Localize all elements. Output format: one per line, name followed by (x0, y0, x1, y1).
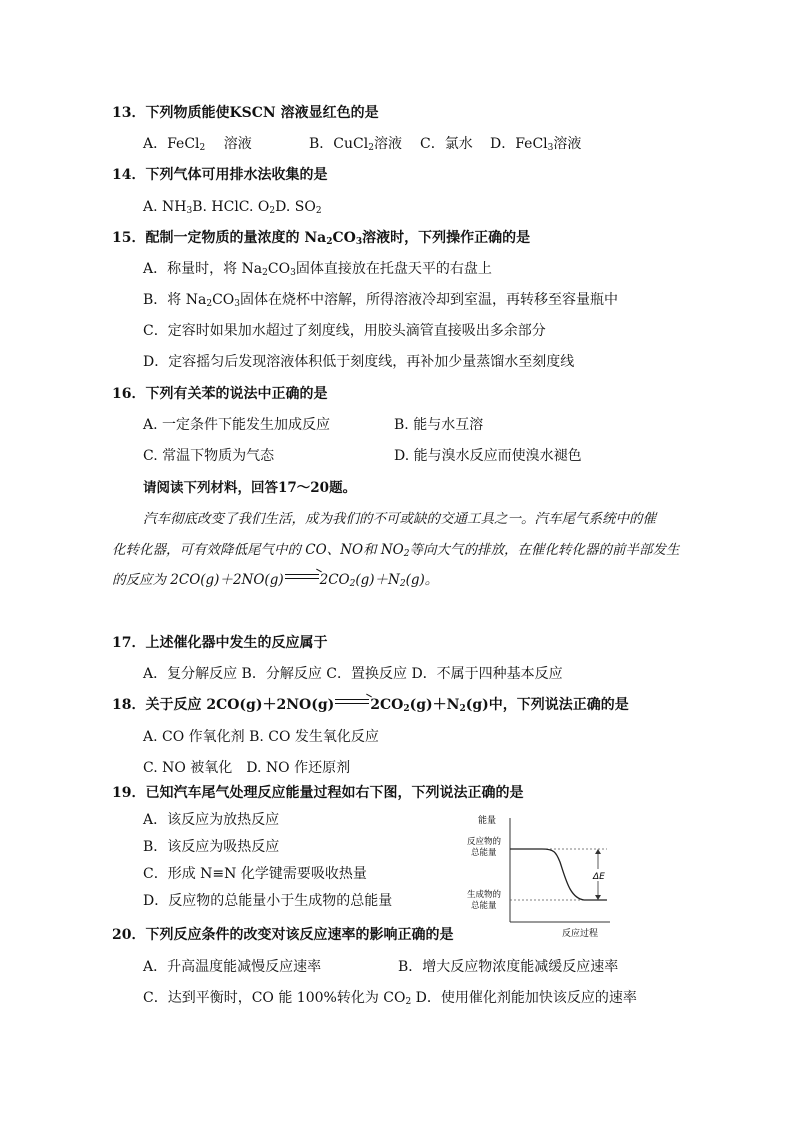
energy-profile-diagram (462, 812, 617, 940)
passage-line-2: 化转化器，可有效降低尾气中的 CO、NO和 $NO_2$等向大气的排放，在催化转化器的前半部发生 (112, 542, 680, 559)
q13-option-d: D．FeCl$_3$溶液 (490, 136, 582, 153)
q13-stem: 13．下列物质能使KSCN 溶液显红色的是 (112, 105, 379, 121)
equilibrium-arrow-icon (335, 696, 369, 708)
q15-option-b: B．将 $Na_2CO_3$固体在烧杯中溶解，所得溶液冷却到室温，再转移至容量瓶中 (143, 292, 619, 309)
q16-option-b: B. 能与水互溶 (394, 417, 484, 433)
q14-stem: 14．下列气体可用排水法收集的是 (112, 167, 328, 183)
q15-stem: 15．配制一定物质的量浓度的 $Na_2CO_3$溶液时，下列操作正确的是 (112, 230, 531, 247)
q19-option-d: D．反应物的总能量小于生成物的总能量 (143, 893, 393, 909)
product-label-1: 生成物的 (467, 890, 502, 900)
q19-option-c: C．形成 N≡N 化学键需要吸收热量 (143, 866, 367, 882)
reactant-label-2: 总能量 (471, 848, 497, 858)
q17-stem: 17．上述催化器中发生的反应属于 (112, 635, 328, 651)
q16-option-d: D. 能与溴水反应而使溴水褪色 (394, 448, 582, 464)
q19-option-b: B．该反应为吸热反应 (143, 839, 280, 855)
q15-option-c: C．定容时如果加水超过了刻度线，用胶头滴管直接吸出多余部分 (143, 323, 546, 339)
q13-option-a: A．FeCl$_2$ 溶液 (143, 136, 252, 153)
q17-options: A．复分解反应 B．分解反应 C．置换反应 D．不属于四种基本反应 (143, 666, 563, 682)
q20-stem: 20．下列反应条件的改变对该反应速率的影响正确的是 (112, 927, 454, 943)
q15-option-a: A．称量时，将 $Na_2CO_3$固体直接放在托盘天平的右盘上 (143, 261, 492, 278)
q16-option-c: C. 常温下物质为气态 (143, 448, 275, 464)
q15-option-d: D．定容摇匀后发现溶液体积低于刻度线，再补加少量蒸馏水至刻度线 (143, 354, 575, 370)
q20-option-a: A．升高温度能减慢反应速率 (143, 959, 322, 975)
delta-e-label: ΔE (593, 872, 605, 882)
passage-line-3: 的反应为 2CO(g)＋2NO(g) $2CO_2(g)+N_2(g)$。 (112, 570, 438, 590)
q18-options-cd: C. NO 被氧化 D. NO 作还原剂 (143, 760, 351, 776)
q19-stem: 19．已知汽车尾气处理反应能量过程如右下图，下列说法正确的是 (112, 785, 524, 801)
q16-option-a: A. 一定条件下能发生加成反应 (143, 417, 331, 433)
x-axis-label: 反应过程 (562, 929, 599, 939)
q18-stem: 18．关于反应 2CO(g)＋2NO(g) $2CO_2(g)+N_2(g)$中，下列说法正确的是 (112, 695, 629, 715)
q16-stem: 16．下列有关苯的说法中正确的是 (112, 386, 328, 402)
q13-option-c: C．氯水 (420, 136, 473, 152)
q14-options: A. $NH_3B$. HClC. $O_2D$. $SO_2$ (143, 199, 322, 216)
passage-line-1: 汽车彻底改变了我们生活，成为我们的不可或缺的交通工具之一。汽车尾气系统中的催 (143, 511, 656, 527)
equilibrium-arrow-icon (285, 571, 319, 583)
passage-intro: 请阅读下列材料，回答17～20题。 (143, 480, 357, 496)
q19-option-a: A．该反应为放热反应 (143, 812, 280, 828)
q13-option-b: B．CuCl$_2$溶液 (309, 136, 402, 153)
reactant-label-1: 反应物的 (467, 837, 502, 847)
arrow-down-icon (595, 895, 601, 900)
y-axis-label: 能量 (478, 816, 497, 826)
q20-options-cd: C．达到平衡时，CO 能 100%转化为 $CO_2$ D．使用催化剂能加快该反应的速率 (143, 990, 637, 1007)
product-label-2: 总能量 (471, 901, 497, 911)
q20-option-b: B．增大反应物浓度能减缓反应速率 (398, 959, 619, 975)
q18-options-ab: A. CO 作氧化剂 B. CO 发生氧化反应 (143, 729, 379, 745)
arrow-up-icon (595, 849, 601, 854)
